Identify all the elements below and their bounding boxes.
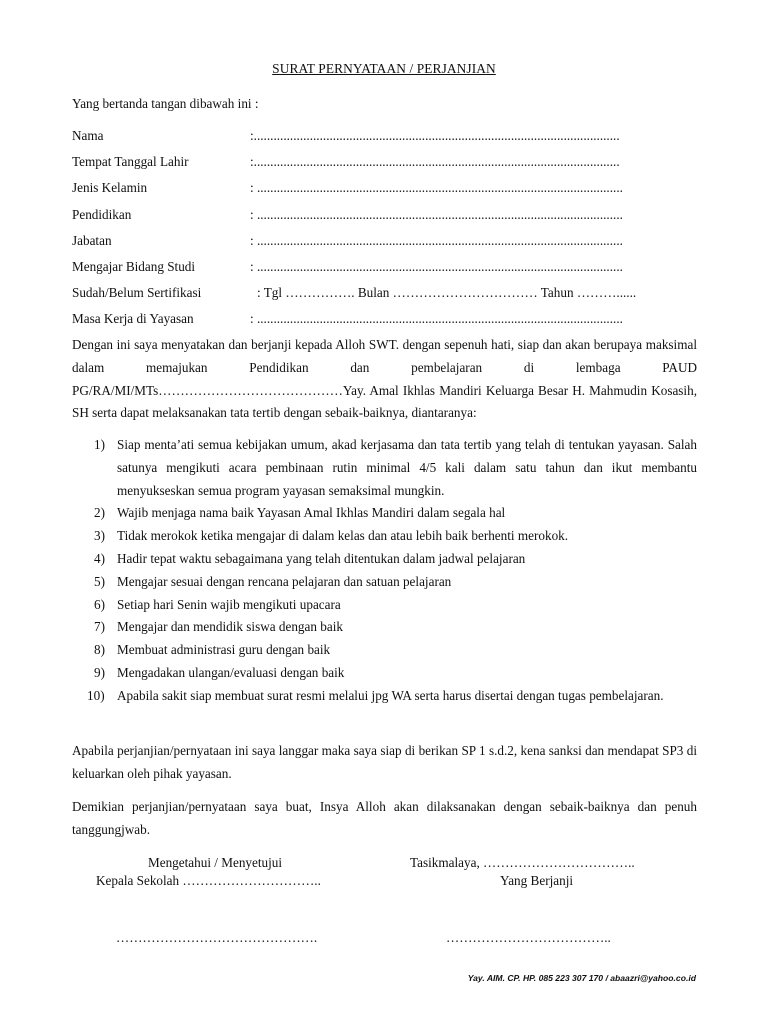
- list-number: 6): [94, 596, 105, 612]
- field-label: Jenis Kelamin: [72, 180, 148, 196]
- field-label: Mengajar Bidang Studi: [72, 258, 196, 274]
- list-number: 1): [94, 437, 105, 452]
- field-pendidikan: [72, 206, 692, 232]
- field-value: : ...............................................................................................................: [250, 232, 623, 248]
- field-value: : ...............................................................................................................: [250, 180, 623, 196]
- list-item: [72, 548, 697, 571]
- list-text: Hadir tepat waktu sebagaimana yang telah ditentukan dalam jadwal pelajaran: [117, 550, 526, 566]
- list-item: [72, 685, 697, 708]
- field-value: : ...............................................................................................................: [250, 311, 623, 327]
- field-bidang-studi: [72, 258, 692, 284]
- list-number: 2): [94, 505, 105, 521]
- principal-label: Kepala Sekolah …………………………..: [96, 873, 321, 888]
- field-value: :...............................................................................................................: [250, 154, 620, 170]
- list-text: Mengajar dan mendidik siswa dengan baik: [117, 619, 343, 635]
- list-number: 5): [94, 573, 105, 589]
- list-number: 9): [94, 664, 105, 680]
- list-item: [72, 502, 697, 525]
- list-number: 7): [94, 619, 105, 635]
- closing-paragraph: Demikian perjanjian/pernyataan saya buat, Insya Alloh akan dilaksanakan dengan sebaik-baiknya dan penuh tanggungjwab.: [72, 799, 697, 837]
- list-text: Mengajar sesuai dengan rencana pelajaran dan satuan pelajaran: [117, 573, 452, 589]
- list-number: 10): [87, 687, 105, 703]
- field-value: : ...............................................................................................................: [250, 206, 623, 222]
- signer-label: Yang Berjanji: [500, 873, 574, 888]
- list-item: [72, 434, 697, 502]
- list-text: Tidak merokok ketika mengajar di dalam kelas dan atau lebih baik berhenti merokok.: [117, 528, 569, 544]
- list-number: 8): [94, 642, 105, 658]
- identity-fields: [72, 127, 692, 337]
- footer-contact: Yay. AIM. CP. HP. 085 223 307 170 / abaazri@yahoo.co.id: [467, 973, 696, 983]
- list-text: Mengadakan ulangan/evaluasi dengan baik: [117, 664, 345, 680]
- field-value: : ...............................................................................................................: [250, 258, 623, 274]
- list-text: Siap menta’ati semua kebijakan umum, akad kerjasama dan tata tertib yang telah di tentukan yayasan. Salah satunya mengikuti acara pembinaan rutin minimal 4/5 kali dalam satu tahun dan ikut membantu menyukseskan semua program yayasan semaksimal mungkin.: [117, 437, 697, 498]
- field-label: Tempat Tanggal Lahir: [72, 154, 189, 170]
- left-signature-line: ……………………………………….: [116, 930, 318, 945]
- rules-list: [72, 434, 697, 708]
- statement-paragraph: Dengan ini saya menyatakan dan berjanji kepada Alloh SWT. dengan sepenuh hati, siap dan akan berupaya maksimal dalam memajukan Pendidikan dan pembelajaran di lembaga PAUD PG/RA/MI/MTs……………………………………Yay. Amal Ikhlas Mandiri Keluarga Besar H. Mahmudin Kosasih, SH serta dapat melaksanakan tata tertib dengan sebaik-baiknya, diantaranya:: [72, 337, 697, 421]
- field-sertifikasi: [72, 284, 692, 310]
- place-date-label: Tasikmalaya, ……………………………..: [410, 855, 635, 870]
- list-item: [72, 571, 697, 594]
- approval-label: Mengetahui / Menyetujui: [148, 855, 283, 870]
- field-label: Sudah/Belum Sertifikasi: [72, 285, 202, 301]
- list-item: [72, 662, 697, 685]
- right-signature-line: ………………………………..: [446, 930, 611, 945]
- document-title: SURAT PERNYATAAN / PERJANJIAN: [272, 61, 496, 76]
- field-label: Pendidikan: [72, 206, 132, 222]
- list-item: [72, 639, 697, 662]
- list-text: Wajib menjaga nama baik Yayasan Amal Ikhlas Mandiri dalam segala hal: [117, 505, 506, 521]
- field-tempat-tanggal-lahir: [72, 153, 692, 179]
- field-value: : Tgl ……………. Bulan …………………………… Tahun ………......: [257, 285, 637, 301]
- field-jabatan: [72, 232, 692, 258]
- list-number: 3): [94, 528, 105, 544]
- field-label: Nama: [72, 128, 104, 143]
- list-text: Membuat administrasi guru dengan baik: [117, 642, 331, 658]
- field-label: Jabatan: [72, 232, 112, 248]
- field-jenis-kelamin: [72, 179, 692, 205]
- field-masa-kerja: [72, 310, 692, 336]
- list-item: [72, 594, 697, 617]
- field-label: Masa Kerja di Yayasan: [72, 311, 194, 327]
- field-nama: [72, 127, 692, 153]
- intro-text: Yang bertanda tangan dibawah ini :: [72, 96, 259, 111]
- list-number: 4): [94, 550, 105, 566]
- list-text: Setiap hari Senin wajib mengikuti upacara: [117, 596, 341, 612]
- list-text: Apabila sakit siap membuat surat resmi melalui jpg WA serta harus disertai dengan tugas pembelajaran.: [117, 687, 664, 703]
- sanction-paragraph: Apabila perjanjian/pernyataan ini saya langgar maka saya siap di berikan SP 1 s.d.2, kena sanksi dan mendapat SP3 di keluarkan oleh pihak yayasan.: [72, 743, 697, 781]
- list-item: [72, 616, 697, 639]
- list-item: [72, 525, 697, 548]
- field-value: :...............................................................................................................: [250, 128, 620, 143]
